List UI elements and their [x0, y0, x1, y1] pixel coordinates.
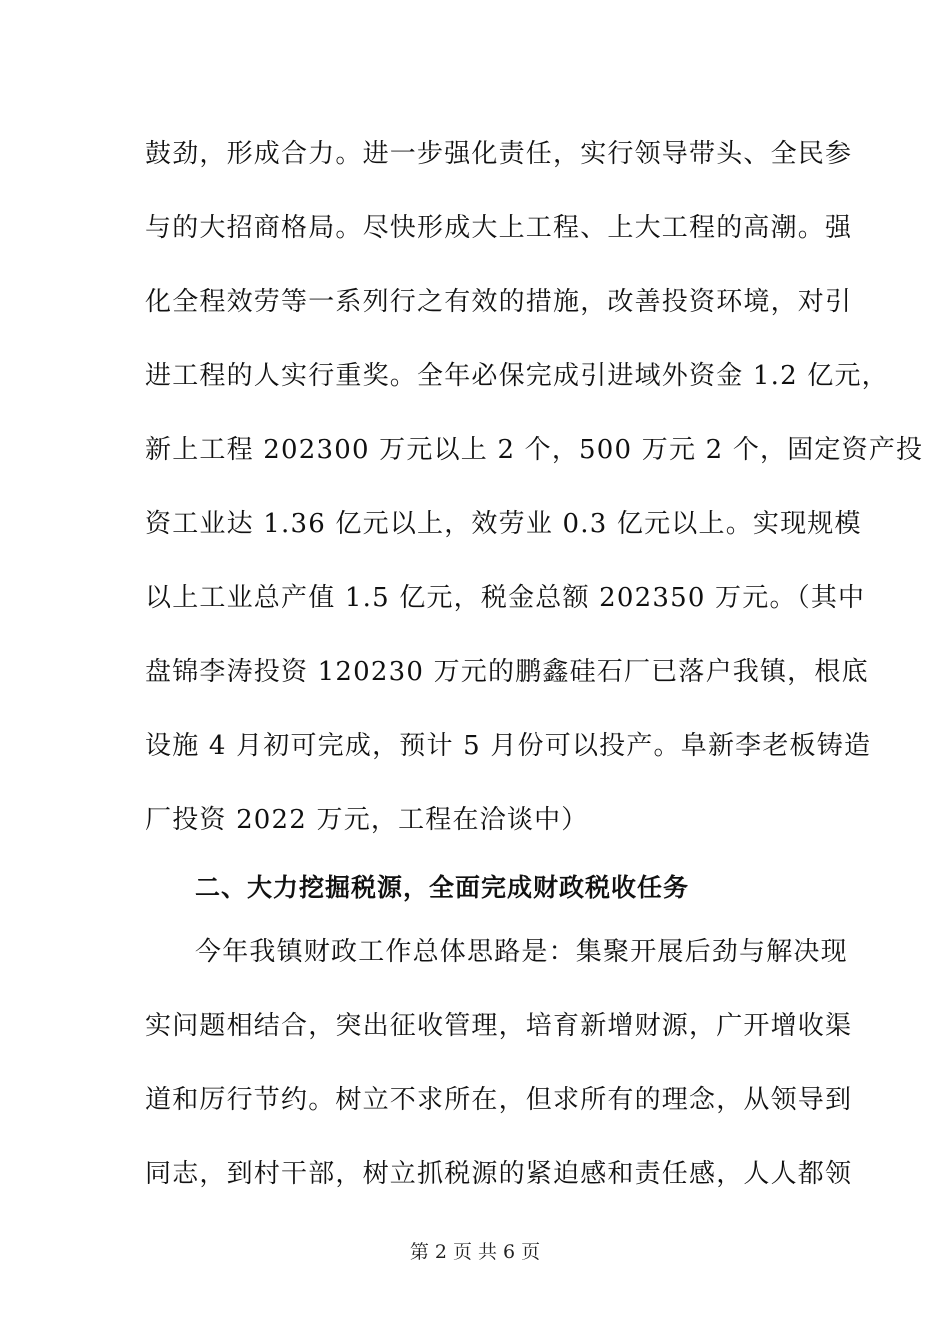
paragraph-line: 与的大招商格局。尽快形成大上工程、上大工程的高潮。强	[145, 213, 853, 243]
section-heading: 二、大力挖掘税源，全面完成财政税收任务	[195, 873, 690, 902]
paragraph-line: 新上工程 202300 万元以上 2 个，500 万元 2 个，固定资产投	[145, 435, 924, 465]
paragraph-line: 道和厉行节约。树立不求所在，但求所有的理念，从领导到	[145, 1085, 853, 1115]
paragraph-line: 资工业达 1.36 亿元以上，效劳业 0.3 亿元以上。实现规模	[145, 509, 862, 539]
paragraph-line: 化全程效劳等一系列行之有效的措施，改善投资环境，对引	[145, 287, 853, 317]
paragraph-line: 设施 4 月初可完成，预计 5 月份可以投产。阜新李老板铸造	[145, 731, 872, 761]
paragraph-line: 盘锦李涛投资 120230 万元的鹏鑫硅石厂已落户我镇，根底	[145, 657, 869, 687]
paragraph-line: 同志，到村干部，树立抓税源的紧迫感和责任感，人人都领	[145, 1159, 853, 1189]
paragraph-line: 今年我镇财政工作总体思路是：集聚开展后劲与解决现	[195, 937, 848, 967]
page-footer: 第 2 页 共 6 页	[409, 1241, 541, 1263]
paragraph-line: 实问题相结合，突出征收管理，培育新增财源，广开增收渠	[145, 1011, 853, 1041]
paragraph-line: 以上工业总产值 1.5 亿元，税金总额 202350 万元。（其中	[145, 583, 866, 613]
paragraph-line: 进工程的人实行重奖。全年必保完成引进域外资金 1.2 亿元，	[145, 361, 889, 391]
paragraph-line: 厂投资 2022 万元，工程在洽谈中）	[145, 805, 589, 835]
paragraph-line: 鼓劲，形成合力。进一步强化责任，实行领导带头、全民参	[145, 139, 853, 169]
